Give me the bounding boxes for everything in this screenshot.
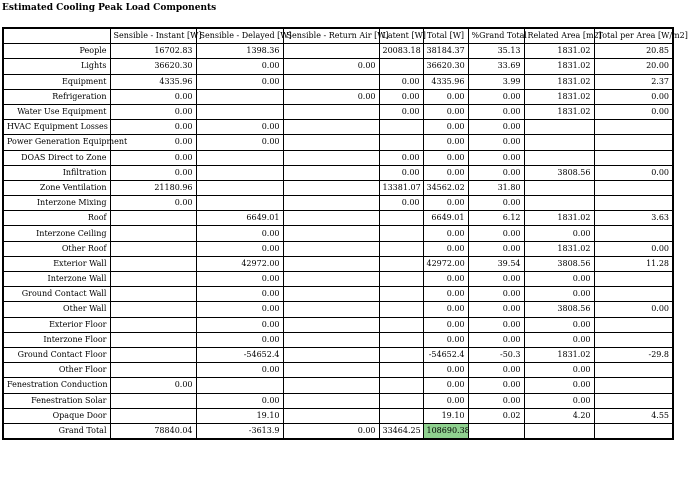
row-label: Water Use Equipment: [3, 104, 110, 119]
table-cell: [110, 211, 196, 226]
report-title: Estimated Cooling Peak Load Components: [2, 3, 217, 13]
table-cell: [196, 150, 283, 165]
table-cell: 0.00: [524, 378, 594, 393]
column-header: Related Area [m2]: [524, 28, 594, 44]
table-row: [3, 211, 673, 226]
table-cell: 0.00: [468, 287, 524, 302]
table-cell: [110, 272, 196, 287]
table-cell: [283, 196, 379, 211]
table-cell: [110, 408, 196, 423]
table-cell: 6649.01: [423, 211, 468, 226]
table-cell: 39.54: [468, 256, 524, 271]
column-header: Sensible - Return Air [W]: [283, 28, 379, 44]
table-row: [3, 180, 673, 195]
column-header: Sensible - Instant [W]: [110, 28, 196, 44]
table-cell: [379, 317, 423, 332]
table-cell: 0.00: [423, 165, 468, 180]
table-cell: 0.00: [423, 378, 468, 393]
table-cell: 1831.02: [524, 89, 594, 104]
table-cell: [594, 287, 673, 302]
row-label: Exterior Floor: [3, 317, 110, 332]
table-header-row: [3, 28, 673, 44]
table-cell: [379, 393, 423, 408]
table-cell: [594, 272, 673, 287]
table-cell: 1398.36: [196, 44, 283, 59]
table-cell: 3808.56: [524, 256, 594, 271]
table-row: [3, 120, 673, 135]
row-label: Other Wall: [3, 302, 110, 317]
table-cell: [379, 347, 423, 362]
table-cell: [283, 211, 379, 226]
table-cell: [283, 241, 379, 256]
table-cell: [379, 287, 423, 302]
table-cell: [196, 104, 283, 119]
table-cell: 0.00: [594, 302, 673, 317]
table-row: [3, 241, 673, 256]
table-cell: -54652.4: [196, 347, 283, 362]
table-cell: 0.00: [468, 135, 524, 150]
table-cell: [283, 332, 379, 347]
table-cell: [283, 120, 379, 135]
table-row: [3, 332, 673, 347]
table-cell: [110, 317, 196, 332]
row-label: Interzone Wall: [3, 272, 110, 287]
table-cell: 0.00: [110, 196, 196, 211]
table-cell: 42972.00: [423, 256, 468, 271]
table-cell: [283, 287, 379, 302]
table-cell: 0.00: [468, 378, 524, 393]
table-row: [3, 74, 673, 89]
table-cell: 36620.30: [423, 59, 468, 74]
table-cell: [524, 180, 594, 195]
table-cell: 0.00: [423, 287, 468, 302]
table-cell: [379, 226, 423, 241]
table-row: [3, 59, 673, 74]
column-header: Sensible - Delayed [W]: [196, 28, 283, 44]
table-cell: -50.3: [468, 347, 524, 362]
table-cell: 3808.56: [524, 165, 594, 180]
table-cell: 0.00: [468, 363, 524, 378]
table-cell: [594, 393, 673, 408]
row-label: Lights: [3, 59, 110, 74]
row-label: Zone Ventilation: [3, 180, 110, 195]
table-cell: 0.00: [423, 135, 468, 150]
table-cell: [594, 196, 673, 211]
table-cell: 4.20: [524, 408, 594, 423]
table-cell: 0.00: [379, 104, 423, 119]
table-cell: 0.00: [379, 196, 423, 211]
table-cell: 0.00: [196, 363, 283, 378]
table-cell: [379, 211, 423, 226]
table-cell: [283, 393, 379, 408]
table-cell: [283, 44, 379, 59]
table-row: [3, 302, 673, 317]
table-cell: 20.85: [594, 44, 673, 59]
row-label: Refrigeration: [3, 89, 110, 104]
table-cell: [283, 74, 379, 89]
table-cell: 0.00: [196, 332, 283, 347]
table-cell: 1831.02: [524, 347, 594, 362]
table-cell: [283, 135, 379, 150]
table-cell: [110, 393, 196, 408]
column-header-blank: [3, 28, 110, 44]
row-label: Grand Total: [3, 423, 110, 439]
table-cell: 0.00: [196, 393, 283, 408]
table-row: [3, 423, 673, 439]
table-cell: 1831.02: [524, 44, 594, 59]
table-cell: 0.00: [423, 89, 468, 104]
table-row: [3, 378, 673, 393]
table-cell: 13381.07: [379, 180, 423, 195]
table-cell: 0.00: [196, 302, 283, 317]
table-cell: [594, 150, 673, 165]
table-cell: 19.10: [196, 408, 283, 423]
table-cell: 1831.02: [524, 59, 594, 74]
table-cell: [594, 135, 673, 150]
table-cell: [379, 408, 423, 423]
table-cell: -54652.4: [423, 347, 468, 362]
table-cell: [110, 256, 196, 271]
table-row: [3, 150, 673, 165]
table-cell: 0.00: [468, 317, 524, 332]
table-cell: [196, 89, 283, 104]
row-label: Opaque Door: [3, 408, 110, 423]
table-cell: [110, 332, 196, 347]
table-cell: [283, 378, 379, 393]
table-cell: 0.00: [423, 241, 468, 256]
table-cell: 0.00: [468, 165, 524, 180]
table-cell: 0.00: [468, 272, 524, 287]
table-cell: [594, 423, 673, 439]
table-row: [3, 165, 673, 180]
table-cell: 0.00: [196, 241, 283, 256]
row-label: Exterior Wall: [3, 256, 110, 271]
table-cell: [594, 363, 673, 378]
table-body: [3, 44, 673, 439]
row-label: Interzone Floor: [3, 332, 110, 347]
table-cell: 0.00: [423, 332, 468, 347]
table-cell: [594, 332, 673, 347]
table-row: [3, 44, 673, 59]
table-cell: 33.69: [468, 59, 524, 74]
table-row: [3, 272, 673, 287]
row-label: People: [3, 44, 110, 59]
table-cell: 0.00: [283, 89, 379, 104]
table-cell: [110, 241, 196, 256]
table-row: [3, 408, 673, 423]
table-cell: [283, 226, 379, 241]
table-cell: 0.00: [468, 120, 524, 135]
table-cell: 0.00: [423, 302, 468, 317]
table-row: [3, 135, 673, 150]
table-cell: -3613.9: [196, 423, 283, 439]
table-cell: [379, 302, 423, 317]
table-cell: 6649.01: [196, 211, 283, 226]
table-row: [3, 104, 673, 119]
table-cell: 0.00: [110, 378, 196, 393]
table-cell: 0.00: [468, 241, 524, 256]
table-cell: [110, 363, 196, 378]
table-row: [3, 317, 673, 332]
table-cell: 0.00: [594, 104, 673, 119]
row-label: Fenestration Solar: [3, 393, 110, 408]
table-cell: [196, 378, 283, 393]
table-cell: 20.00: [594, 59, 673, 74]
table-cell: 36620.30: [110, 59, 196, 74]
table-cell: 0.00: [283, 423, 379, 439]
table-cell: 11.28: [594, 256, 673, 271]
table-row: [3, 226, 673, 241]
table-cell: 1831.02: [524, 211, 594, 226]
cooling-peak-load-table: [2, 27, 688, 440]
table-cell: 4335.96: [423, 74, 468, 89]
table-row: [3, 287, 673, 302]
table-cell: 4.55: [594, 408, 673, 423]
table-cell: 0.00: [196, 317, 283, 332]
column-header: Latent [W]: [379, 28, 423, 44]
table-cell: [594, 180, 673, 195]
table-cell: [524, 135, 594, 150]
table-cell: [283, 408, 379, 423]
table-cell: [468, 423, 524, 439]
table-cell: 3808.56: [524, 302, 594, 317]
table-cell: 0.00: [468, 332, 524, 347]
table-cell: [379, 120, 423, 135]
table-cell: 3.63: [594, 211, 673, 226]
table-cell: 3.99: [468, 74, 524, 89]
table-cell: 0.00: [196, 226, 283, 241]
table-cell: [196, 180, 283, 195]
table-cell: 16702.83: [110, 44, 196, 59]
table-row: [3, 347, 673, 362]
table-row: [3, 196, 673, 211]
table-cell: 0.00: [196, 287, 283, 302]
table-cell: 0.00: [110, 150, 196, 165]
table-cell: 0.00: [423, 226, 468, 241]
table-cell: [594, 120, 673, 135]
table-row: [3, 89, 673, 104]
table-cell: [283, 104, 379, 119]
table-cell: 0.00: [110, 120, 196, 135]
row-label: Equipment: [3, 74, 110, 89]
table-cell: 0.00: [379, 150, 423, 165]
table-cell: [594, 317, 673, 332]
table-cell: 4335.96: [110, 74, 196, 89]
table-cell: 1831.02: [524, 74, 594, 89]
table-cell: 34562.02: [423, 180, 468, 195]
table-cell: [524, 196, 594, 211]
column-header: %Grand Total: [468, 28, 524, 44]
table-cell: 0.00: [524, 226, 594, 241]
table-cell: 0.00: [423, 317, 468, 332]
table-cell: 0.00: [468, 196, 524, 211]
table-cell: 0.00: [524, 393, 594, 408]
table-cell: 0.00: [196, 120, 283, 135]
table-cell: 0.00: [423, 120, 468, 135]
table-cell: 0.00: [379, 165, 423, 180]
table-cell: 31.80: [468, 180, 524, 195]
table-cell: 0.00: [423, 150, 468, 165]
row-label: Ground Contact Wall: [3, 287, 110, 302]
table-cell: 19.10: [423, 408, 468, 423]
table-cell: 0.00: [379, 74, 423, 89]
table-cell: 0.00: [468, 89, 524, 104]
column-header: Total per Area [W/m2]: [594, 28, 673, 44]
table-cell: [379, 332, 423, 347]
table-cell: 0.00: [594, 241, 673, 256]
table-row: [3, 393, 673, 408]
table-cell: 0.00: [283, 59, 379, 74]
table-cell: 0.00: [110, 165, 196, 180]
table-cell: 0.00: [468, 302, 524, 317]
row-label: Fenestration Conduction: [3, 378, 110, 393]
table-cell: [379, 272, 423, 287]
table-cell: 0.00: [110, 104, 196, 119]
table-cell: [524, 423, 594, 439]
table-cell: [379, 363, 423, 378]
table-cell: [283, 150, 379, 165]
table-cell: 2.37: [594, 74, 673, 89]
table-cell: [110, 302, 196, 317]
table-cell: [110, 287, 196, 302]
table-cell: 0.00: [594, 165, 673, 180]
table-cell: [283, 363, 379, 378]
row-label: Power Generation Equipment: [3, 135, 110, 150]
table-cell: 0.00: [423, 393, 468, 408]
highlighted-grand-total-cell: 108690.38: [423, 423, 468, 439]
table-cell: 1831.02: [524, 241, 594, 256]
table-cell: [283, 317, 379, 332]
table-cell: [110, 347, 196, 362]
table-cell: 6.12: [468, 211, 524, 226]
table-cell: 0.00: [468, 226, 524, 241]
table-cell: [594, 378, 673, 393]
table-cell: 20083.18: [379, 44, 423, 59]
table-cell: 0.00: [423, 363, 468, 378]
table-cell: 0.00: [379, 89, 423, 104]
table-cell: [379, 378, 423, 393]
row-label: Other Roof: [3, 241, 110, 256]
table-cell: 0.00: [524, 332, 594, 347]
table-cell: [283, 302, 379, 317]
table-cell: [379, 256, 423, 271]
table-cell: 0.00: [196, 272, 283, 287]
table-cell: 0.00: [423, 272, 468, 287]
table-cell: 0.00: [468, 393, 524, 408]
table-cell: 0.00: [196, 135, 283, 150]
row-label: Ground Contact Floor: [3, 347, 110, 362]
table-cell: [524, 150, 594, 165]
table-cell: 38184.37: [423, 44, 468, 59]
row-label: Interzone Ceiling: [3, 226, 110, 241]
table-row: [3, 256, 673, 271]
table-cell: 0.00: [110, 89, 196, 104]
row-label: HVAC Equipment Losses: [3, 120, 110, 135]
table-cell: 0.00: [423, 196, 468, 211]
table-cell: 0.00: [594, 89, 673, 104]
table-cell: [283, 347, 379, 362]
column-header: Total [W]: [423, 28, 468, 44]
table-cell: 0.00: [196, 74, 283, 89]
table-cell: 42972.00: [196, 256, 283, 271]
table-cell: [379, 135, 423, 150]
table-cell: 0.00: [524, 317, 594, 332]
table-cell: [524, 120, 594, 135]
table-cell: [283, 165, 379, 180]
table-cell: [196, 165, 283, 180]
table-cell: 0.00: [524, 287, 594, 302]
table-cell: [110, 226, 196, 241]
table-cell: [283, 272, 379, 287]
table-cell: 78840.04: [110, 423, 196, 439]
table-cell: [283, 180, 379, 195]
table-cell: [283, 256, 379, 271]
table-cell: 35.13: [468, 44, 524, 59]
table-cell: 0.00: [110, 135, 196, 150]
table-cell: 0.00: [468, 104, 524, 119]
table-cell: 0.02: [468, 408, 524, 423]
table-cell: 21180.96: [110, 180, 196, 195]
table-cell: [379, 59, 423, 74]
table-cell: 33464.25: [379, 423, 423, 439]
table-cell: 0.00: [196, 59, 283, 74]
row-label: Roof: [3, 211, 110, 226]
table-cell: -29.8: [594, 347, 673, 362]
table-cell: 0.00: [524, 363, 594, 378]
row-label: DOAS Direct to Zone: [3, 150, 110, 165]
table-cell: [379, 241, 423, 256]
table-cell: 0.00: [524, 272, 594, 287]
row-label: Interzone Mixing: [3, 196, 110, 211]
table-cell: 0.00: [423, 104, 468, 119]
row-label: Infiltration: [3, 165, 110, 180]
table-cell: 1831.02: [524, 104, 594, 119]
table-row: [3, 363, 673, 378]
table-cell: [594, 226, 673, 241]
row-label: Other Floor: [3, 363, 110, 378]
table-cell: [196, 196, 283, 211]
table-cell: 0.00: [468, 150, 524, 165]
